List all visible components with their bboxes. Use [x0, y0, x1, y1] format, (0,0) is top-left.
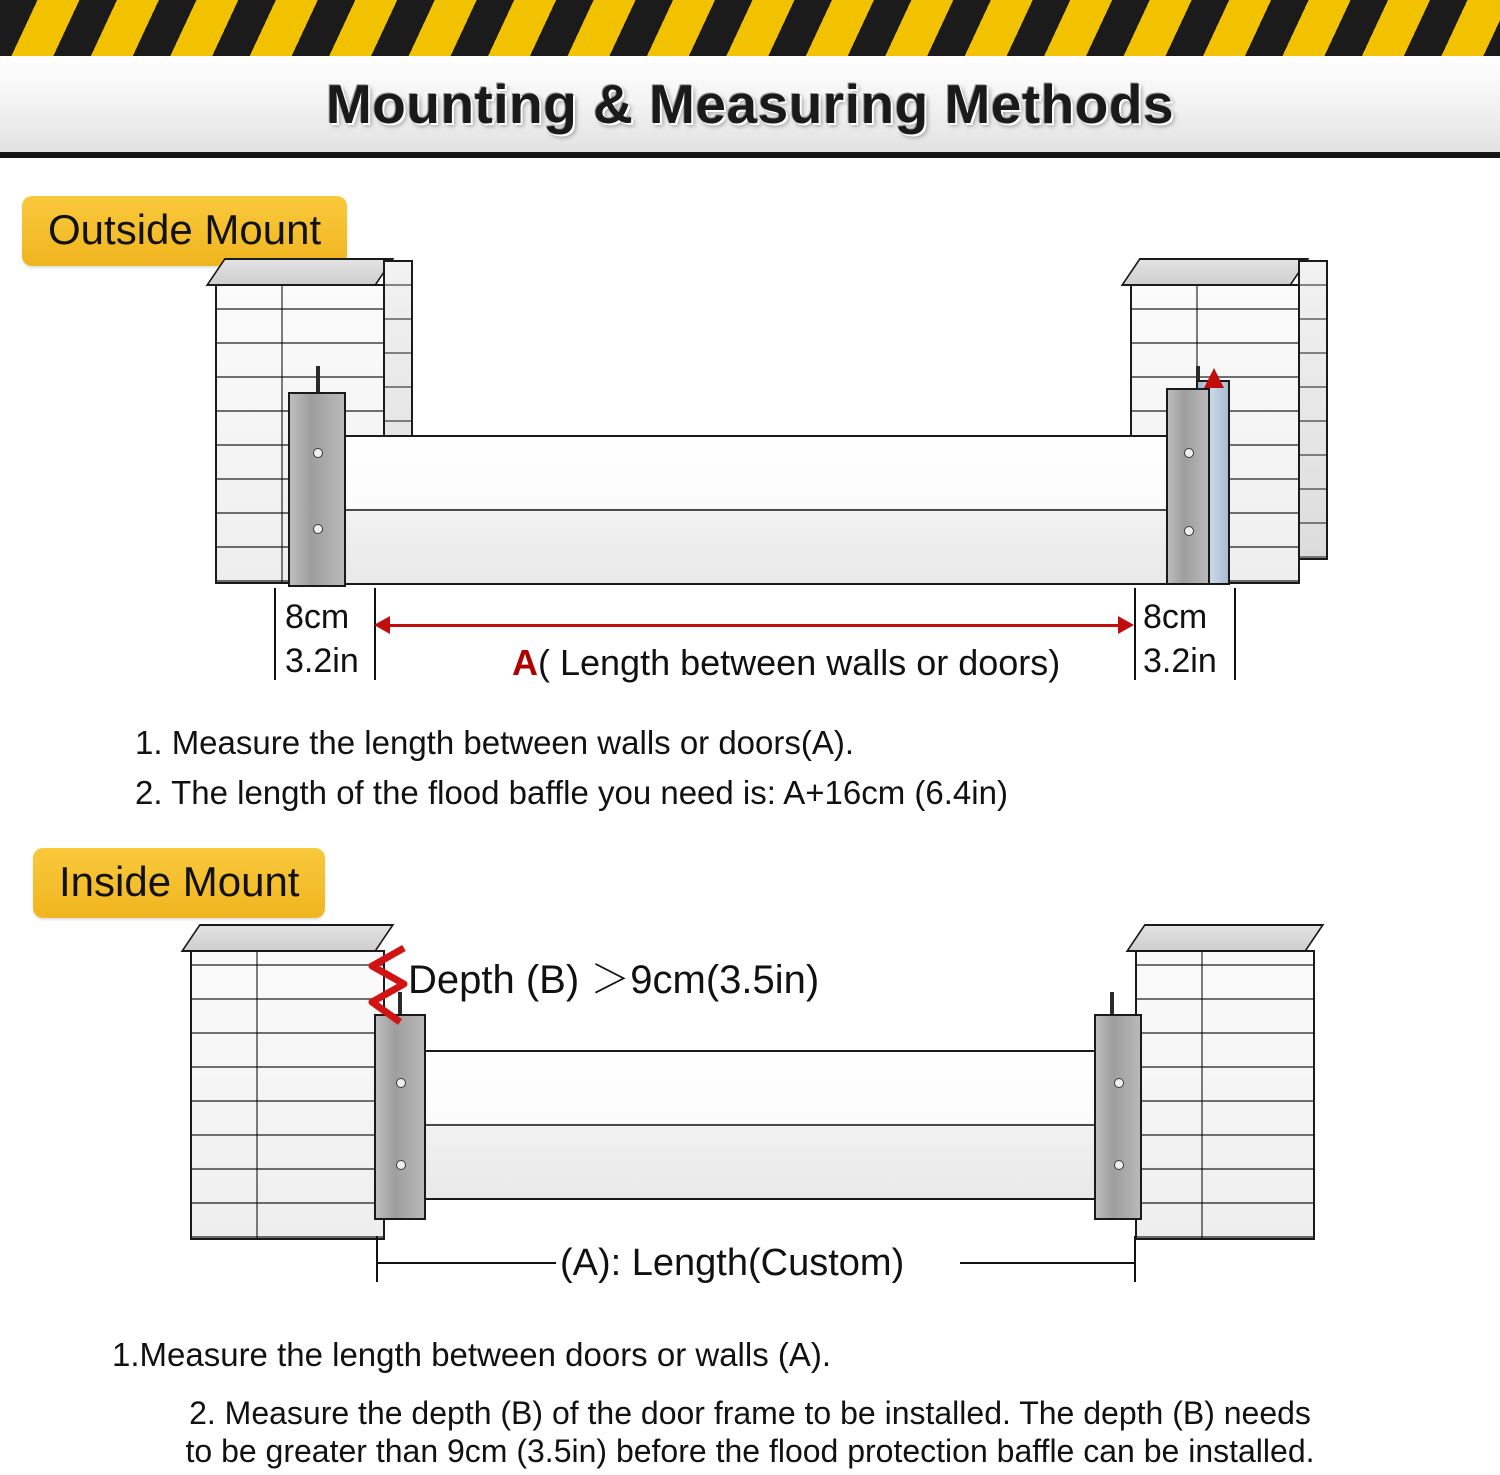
header-banner	[0, 0, 1500, 160]
pillar-top-face	[1126, 924, 1325, 952]
outside-step-1: 1. Measure the length between walls or doors(A).	[135, 724, 855, 761]
banner-plate	[0, 56, 1500, 158]
outside-dimension-row	[0, 580, 1500, 690]
right-offset-cm: 8cm	[1143, 598, 1208, 636]
outside-step-2: 2. The length of the flood baffle you need is: A+16cm (6.4in)	[135, 774, 1008, 812]
inside-note-line-1: 2. Measure the depth (B) of the door frame to be installed. The depth (B) needs	[189, 1395, 1311, 1431]
right-brick-pillar	[1135, 950, 1315, 1240]
inside-mount-steps	[112, 1330, 831, 1380]
length-letter-a: A	[512, 642, 538, 683]
pillar-front-face	[190, 950, 385, 1240]
length-description: ( Length between walls or doors)	[538, 642, 1061, 683]
pillar-top-face	[206, 258, 395, 286]
right-offset-in: 3.2in	[1143, 642, 1217, 680]
left-mounting-bracket	[374, 1014, 426, 1220]
right-mounting-bracket	[1166, 388, 1210, 585]
inside-note-line-2: to be greater than 9cm (3.5in) before the flood protection baffle can be installed.	[185, 1433, 1315, 1469]
left-mounting-bracket	[288, 392, 346, 587]
page-title: Mounting & Measuring Methods	[325, 73, 1175, 135]
pillar-front-face	[1135, 950, 1315, 1240]
left-offset-cm: 8cm	[285, 598, 350, 636]
flood-baffle-panel	[404, 1050, 1116, 1200]
section-label-inside-mount: Inside Mount	[33, 848, 325, 918]
outside-mount-steps	[135, 718, 1008, 818]
length-dimension-line	[388, 624, 1118, 627]
pillar-side-face	[1298, 260, 1328, 560]
red-arrow-icon	[1204, 368, 1224, 388]
pillar-top-face	[1121, 258, 1310, 286]
depth-callout: Depth (B) ＞9cm(3.5in)	[408, 958, 820, 1002]
inside-step-1: 1.Measure the length between doors or walls (A).	[112, 1336, 832, 1373]
flood-baffle-panel	[330, 435, 1170, 585]
hazard-stripe-icon	[0, 0, 1500, 59]
inside-length-callout: (A): Length(Custom)	[560, 1242, 905, 1284]
left-brick-pillar	[190, 950, 385, 1240]
left-offset-in: 3.2in	[285, 642, 359, 680]
section-label-outside-mount: Outside Mount	[22, 196, 347, 266]
right-mounting-bracket	[1094, 1014, 1142, 1220]
length-label	[512, 642, 1060, 684]
